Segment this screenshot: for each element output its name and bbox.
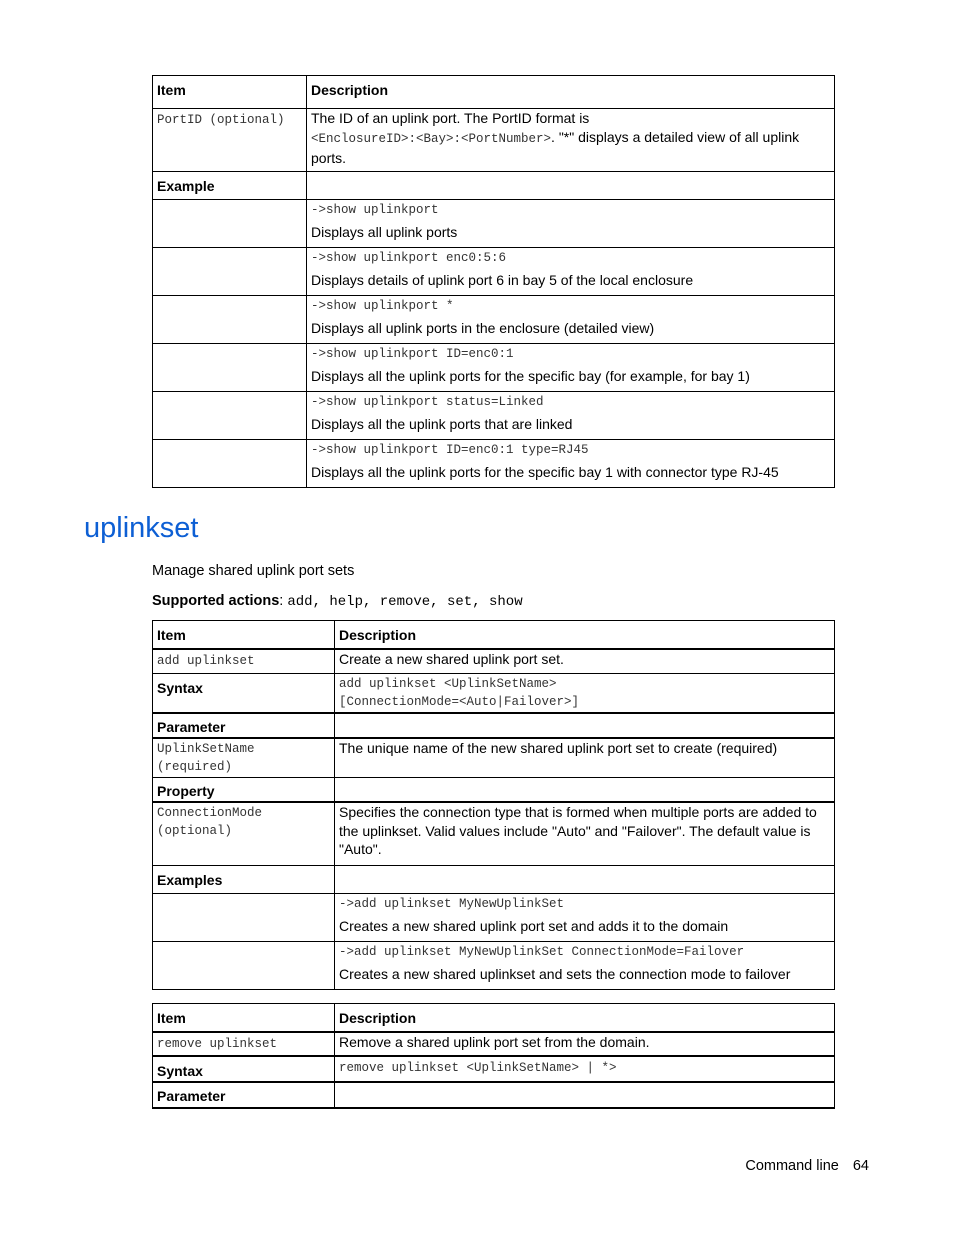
- syntax-label: Syntax: [153, 1056, 335, 1082]
- syntax-label: Syntax: [153, 673, 335, 713]
- example-row: ->add uplinkset MyNewUplinkSet ConnectionMode=Failover Creates a new shared uplinkset and sets the connection mode to failover: [335, 941, 835, 989]
- parameter-description: The unique name of the new shared uplink port set to create (required): [335, 738, 835, 777]
- parameter-label: Parameter: [153, 1082, 335, 1108]
- portid-table: [152, 75, 835, 488]
- header-item: Item: [153, 1004, 335, 1033]
- header-item: Item: [153, 621, 335, 650]
- supported-actions: Supported actions: add, help, remove, set, show: [152, 593, 523, 610]
- action-item: remove uplinkset: [157, 1037, 278, 1051]
- section-intro: Manage shared uplink port sets: [152, 563, 355, 579]
- syntax-value: remove uplinkset <UplinkSetName> | *>: [339, 1061, 617, 1075]
- example-label: Example: [153, 172, 307, 200]
- add-uplinkset-table: [152, 620, 835, 990]
- example-row: ->show uplinkport status=Linked Displays all the uplink ports that are linked: [307, 392, 835, 440]
- remove-uplinkset-table: [152, 1003, 835, 1109]
- example-row: ->show uplinkport * Displays all uplink ports in the enclosure (detailed view): [307, 296, 835, 344]
- header-description: Description: [335, 621, 835, 650]
- property-description: Specifies the connection type that is formed when multiple ports are added to the uplinkset. Valid values include "Auto" and "Failover". The default value is "Auto".: [335, 802, 835, 865]
- section-title: uplinkset: [84, 512, 199, 544]
- action-description: Create a new shared uplink port set.: [335, 649, 835, 673]
- examples-label: Examples: [153, 865, 335, 893]
- action-item: add uplinkset: [157, 654, 255, 668]
- parameter-label: Parameter: [153, 713, 335, 738]
- page-number: 64: [852, 1158, 869, 1174]
- parameter-item: UplinkSetName (required): [153, 738, 335, 777]
- example-row: ->show uplinkport Displays all uplink ports: [307, 200, 835, 248]
- page-footer: [731, 1158, 869, 1174]
- header-item: Item: [153, 76, 307, 109]
- syntax-value: add uplinkset <UplinkSetName> [ConnectionMode=<Auto|Failover>]: [335, 673, 835, 713]
- example-row: ->show uplinkport ID=enc0:1 type=RJ45 Displays all the uplink ports for the specific bay 1 with connector type RJ-45: [307, 440, 835, 488]
- property-item: ConnectionMode (optional): [153, 802, 335, 865]
- portid-description: The ID of an uplink port. The PortID format is <EnclosureID>:<Bay>:<PortNumber>. "*" displays a detailed view of all uplink ports.: [307, 109, 835, 172]
- action-description: Remove a shared uplink port set from the domain.: [335, 1032, 835, 1056]
- example-row: ->show uplinkport ID=enc0:1 Displays all the uplink ports for the specific bay (for example, for bay 1): [307, 344, 835, 392]
- example-row: ->add uplinkset MyNewUplinkSet Creates a new shared uplink port set and adds it to the domain: [335, 893, 835, 941]
- footer-section: Command line: [745, 1158, 839, 1174]
- header-description: Description: [335, 1004, 835, 1033]
- header-description: Description: [307, 76, 835, 109]
- property-label: Property: [153, 777, 335, 802]
- example-row: ->show uplinkport enc0:5:6 Displays details of uplink port 6 in bay 5 of the local enclosure: [307, 248, 835, 296]
- portid-item: PortID (optional): [157, 113, 285, 127]
